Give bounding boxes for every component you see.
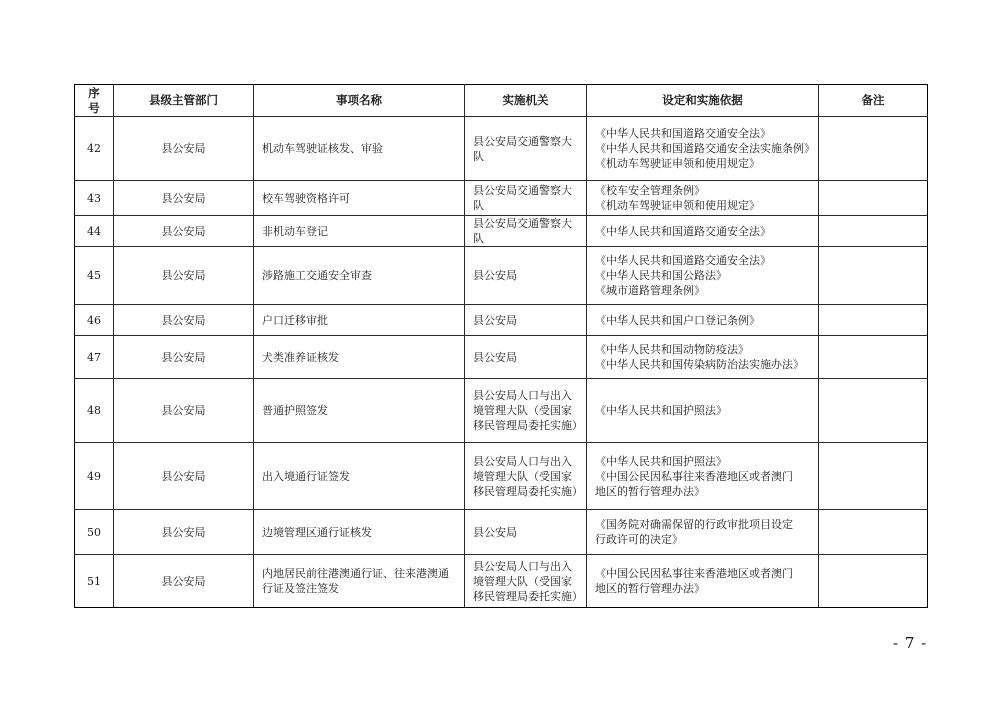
cell-agency-line: 移民管理局委托实施） xyxy=(473,484,583,498)
table-row xyxy=(75,443,928,510)
cell-basis xyxy=(587,216,819,247)
cell-dept: 县公安局 xyxy=(114,510,254,555)
cell-dept: 县公安局 xyxy=(114,216,254,247)
cell-agency-line: 境管理大队（受国家 xyxy=(473,404,572,417)
cell-basis-line: 《中华人民共和国道路交通安全法实施条例》 xyxy=(595,142,815,155)
cell-remark xyxy=(819,247,928,305)
cell-dept: 县公安局 xyxy=(114,379,254,443)
header-dept: 县级主管部门 xyxy=(114,85,254,117)
cell-dept: 县公安局 xyxy=(114,555,254,608)
table-row xyxy=(75,555,928,608)
cell-basis xyxy=(587,181,819,216)
cell-basis xyxy=(587,379,819,443)
cell-basis-line: 《中国公民因私事往来香港地区或者澳门 xyxy=(595,567,793,580)
table-row xyxy=(75,117,928,181)
cell-agency-line: 县公安局人口与出入 xyxy=(473,454,572,468)
cell-item-name: 机动车驾驶证核发、审验 xyxy=(254,117,465,181)
cell-remark xyxy=(819,216,928,247)
table-row xyxy=(75,216,928,247)
cell-basis-line: 《中华人民共和国传染病防治法实施办法》 xyxy=(595,358,804,371)
header-agency: 实施机关 xyxy=(465,85,587,117)
cell-agency: 县公安局交通警察大队 xyxy=(465,181,587,216)
cell-basis-line: 地区的暂行管理办法》 xyxy=(595,582,705,595)
cell-remark xyxy=(819,379,928,443)
cell-remark xyxy=(819,181,928,216)
cell-item-name xyxy=(254,555,465,608)
cell-agency-line: 县公安局人口与出入 xyxy=(473,559,572,573)
cell-basis-line: 《机动车驾驶证申领和使用规定》 xyxy=(595,157,760,170)
cell-agency: 县公安局 xyxy=(465,247,587,305)
page-number: - 7 - xyxy=(893,634,928,652)
cell-dept: 县公安局 xyxy=(114,305,254,336)
cell-basis-line: 《中华人民共和国动物防疫法》 xyxy=(595,343,749,356)
cell-remark xyxy=(819,305,928,336)
cell-agency-line: 境管理大队（受国家 xyxy=(473,469,572,483)
cell-basis-line: 《中华人民共和国公路法》 xyxy=(595,269,727,282)
cell-agency-line: 移民管理局委托实施） xyxy=(473,419,583,432)
cell-seq: 45 xyxy=(75,247,114,305)
cell-seq: 43 xyxy=(75,181,114,216)
cell-seq: 48 xyxy=(75,379,114,443)
header-basis: 设定和实施依据 xyxy=(587,85,819,117)
cell-agency xyxy=(465,555,587,608)
cell-item-name-line: 内地居民前往港澳通行证、往来港澳通 xyxy=(262,567,449,580)
cell-agency: 县公安局交通警察大队 xyxy=(465,216,587,247)
cell-item-name: 普通护照签发 xyxy=(254,379,465,443)
cell-seq: 51 xyxy=(75,555,114,608)
cell-agency-line: 移民管理局委托实施） xyxy=(473,589,583,603)
cell-basis-line: 《国务院对确需保留的行政审批项目设定 xyxy=(595,518,793,531)
header-seq: 序号 xyxy=(75,85,114,117)
cell-basis xyxy=(587,336,819,379)
table-row xyxy=(75,181,928,216)
cell-item-name: 边境管理区通行证核发 xyxy=(254,510,465,555)
cell-basis-line: 《中华人民共和国道路交通安全法》 xyxy=(595,127,771,140)
cell-basis xyxy=(587,443,819,510)
cell-basis xyxy=(587,247,819,305)
table-body xyxy=(75,117,928,608)
cell-dept: 县公安局 xyxy=(114,336,254,379)
cell-agency xyxy=(465,379,587,443)
cell-seq: 44 xyxy=(75,216,114,247)
cell-basis-line: 《中华人民共和国护照法》 xyxy=(595,454,727,468)
cell-basis xyxy=(587,510,819,555)
cell-basis-line: 行政许可的决定》 xyxy=(595,533,683,546)
cell-seq: 42 xyxy=(75,117,114,181)
cell-seq: 49 xyxy=(75,443,114,510)
cell-basis xyxy=(587,117,819,181)
cell-item-name: 校车驾驶资格许可 xyxy=(254,181,465,216)
cell-agency: 县公安局交通警察大队 xyxy=(465,117,587,181)
table-header-row xyxy=(75,85,928,117)
cell-dept: 县公安局 xyxy=(114,247,254,305)
table-row xyxy=(75,305,928,336)
cell-agency: 县公安局 xyxy=(465,510,587,555)
cell-basis-line: 《城市道路管理条例》 xyxy=(595,284,705,297)
table-row xyxy=(75,379,928,443)
cell-agency xyxy=(465,443,587,510)
table-row xyxy=(75,510,928,555)
cell-agency: 县公安局 xyxy=(465,305,587,336)
cell-agency-line: 境管理大队（受国家 xyxy=(473,574,572,588)
cell-seq: 47 xyxy=(75,336,114,379)
cell-item-name: 非机动车登记 xyxy=(254,216,465,247)
cell-basis-line: 《机动车驾驶证申领和使用规定》 xyxy=(595,199,760,212)
cell-remark xyxy=(819,336,928,379)
cell-item-name: 户口迁移审批 xyxy=(254,305,465,336)
cell-item-name-line: 行证及签注签发 xyxy=(262,582,339,595)
administrative-items-table xyxy=(74,84,928,608)
cell-remark xyxy=(819,443,928,510)
cell-agency-line: 县公安局人口与出入 xyxy=(473,389,572,402)
cell-dept: 县公安局 xyxy=(114,443,254,510)
cell-agency: 县公安局 xyxy=(465,336,587,379)
cell-item-name: 犬类准养证核发 xyxy=(254,336,465,379)
cell-dept: 县公安局 xyxy=(114,117,254,181)
header-remark: 备注 xyxy=(819,85,928,117)
table-row xyxy=(75,336,928,379)
header-name: 事项名称 xyxy=(254,85,465,117)
cell-basis-line: 《中华人民共和国道路交通安全法》 xyxy=(595,254,771,267)
cell-dept: 县公安局 xyxy=(114,181,254,216)
cell-basis-line: 《中国公民因私事往来香港地区或者澳门 xyxy=(595,469,793,483)
cell-item-name: 涉路施工交通安全审查 xyxy=(254,247,465,305)
cell-seq: 50 xyxy=(75,510,114,555)
cell-remark xyxy=(819,510,928,555)
cell-basis xyxy=(587,555,819,608)
cell-basis-line: 《中华人民共和国护照法》 xyxy=(595,404,727,417)
cell-seq: 46 xyxy=(75,305,114,336)
cell-remark xyxy=(819,117,928,181)
cell-item-name: 出入境通行证签发 xyxy=(254,443,465,510)
cell-basis-line: 地区的暂行管理办法》 xyxy=(595,484,705,498)
cell-basis xyxy=(587,305,819,336)
cell-remark xyxy=(819,555,928,608)
table-row xyxy=(75,247,928,305)
cell-basis-line: 《中华人民共和国户口登记条例》 xyxy=(595,313,760,327)
cell-basis-line: 《校车安全管理条例》 xyxy=(595,184,705,197)
cell-basis-line: 《中华人民共和国道路交通安全法》 xyxy=(595,224,771,238)
